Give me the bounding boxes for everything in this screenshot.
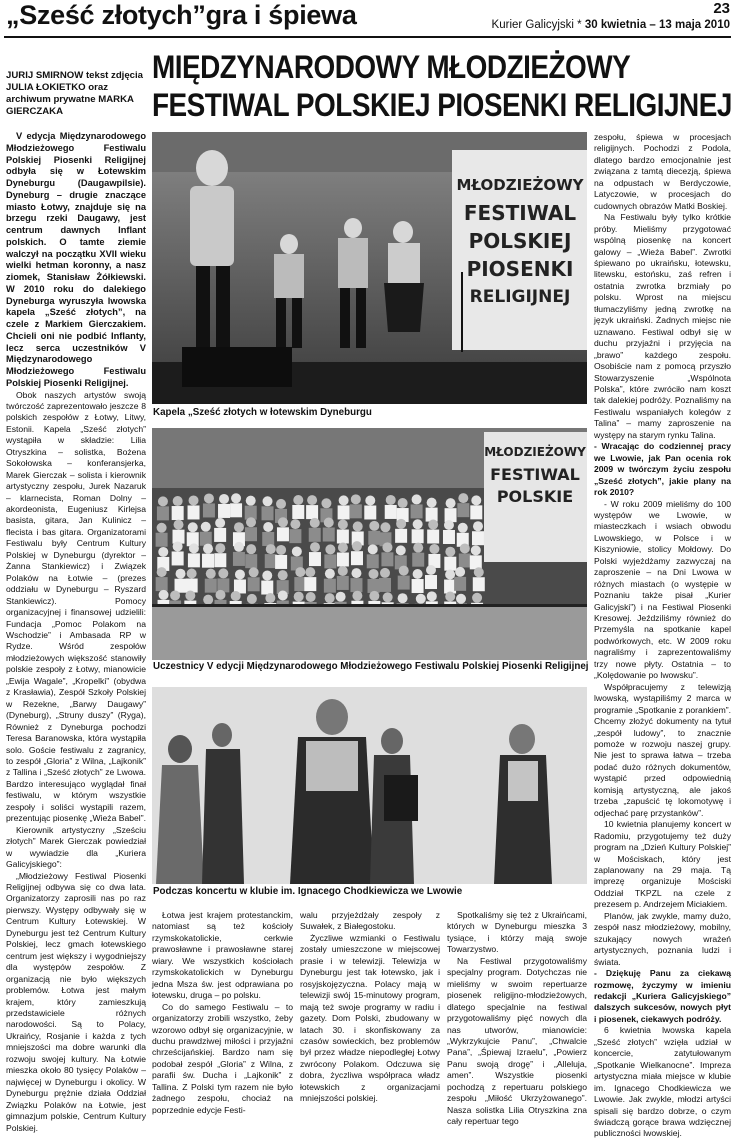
article-paragraph: Współpracujemy z telewizją lwowską, wystąpiliśmy 2 marca w programie „Spotkanie z porankiem”. Chcemy złożyć dokumenty na tytuł „zespół ludowy”, to znacznie pomoże w rozwoju naszej grupy. Nie jest to sprawa łatwa – trzeba podać dużo różnych dokumentów, wystąpić przed odpowiednią komisją artystyczną, ale jakoś trzeba „zapuścić tę lokomotywę i odjechać parę przystanków”. (594, 681, 731, 818)
photo-band-stage-image (152, 132, 587, 404)
banner-line-4: PIOSENKI (466, 257, 574, 281)
article-paragraph: „Młodzieżowy Festiwal Piosenki Religijnej odbywa się co dwa lata. Organizatorzy zaprosili nas po raz pierwszy. Występy odbywały się w Centrum Kultury Łotewskiej. W Dyneburgu jest też Centrum Kultury Polskiej, lecz gmach łotewskiego centrum jest większy i wygodniejszy dla występów zespołów. Z organizacją nie było większych problemów. Łotwa jest małym krajem, który zamieszkują przedstawiciele różnych narodowości. Są to Polacy, Ukraińcy, Rosjanie i każda z tych mniejszości ma dobre warunki dla rozwoju swojej kultury. Na Łotwie mieszka około 80 tysięcy Polaków – najwięcej w Dyneburgu i okolicy. W Dyneburgu prężnie działa Oddział Związku Polaków na Łotwie, jest gimnazjum polskie, Centrum Kultury Polskiej. (6, 870, 146, 1133)
banner2-line-3: POLSKIE (496, 487, 574, 506)
article-paragraph: - Wracając do codziennej pracy we Lwowie, jak Pan ocenia rok 2009 w twórczym życiu zespołu „Sześć złotych”, jakie plany na rok 2010? (594, 441, 731, 498)
issue-line (492, 19, 730, 31)
headline-line-1: MIĘDZYNARODOWY MŁODZIEŻOWY (152, 49, 631, 85)
article-paragraph: Na Festiwalu były tylko krótkie próby. Mieliśmy przygotować wspólną piosenkę na koncert galowy – „Wieża Babel”. Zwrotki śpiewano po ukraińsku, łotewsku, litewsku, estońsku, zaś refren i ostatnia zwrotka brzmiały po polsku. Wprost na miejscu tłumaczyliśmy jedną zwrotkę na język ukraiński. Żadnych miejsc nie uznawano. Festiwal odbył się w duchu przyjaźni i przyjęcia na „brawo” każdego zespołu. Osobiście nam z pomocą przyszło Stowarzyszenie „Wspólnota Polska”, które zwróciło nam koszt tak dalekiej podróży. Poznaliśmy na Festiwalu wspaniałych kolegów z Talina” – mamy zaproszenie na występy na starym rynku Talina. (594, 212, 731, 440)
article-paragraph: - Dziękuję Panu za ciekawą rozmowę, życzymy w imieniu redakcji „Kuriera Galicyjskiego” dalszych sukcesów, nowych płyt i piosenek, ciekawych podróży. (594, 968, 731, 1024)
article-column-left (6, 131, 146, 1133)
article-paragraph: 10 kwietnia planujemy koncert w Radomiu, przygotujemy też duży program na „Dzień Kultury Polskiej” w Mościskach, który jest zaplanowany na 29 maja. Tą imprezę organizuje Mościski Oddział TKPZL na czele z prezesem p. Andrzejem Miciakiem. (594, 819, 731, 910)
banner-line-3: POLSKIEJ (468, 229, 572, 253)
article-paragraph: Spotkaliśmy się też z Ukraińcami, których w Dyneburgu mieszka 3 tysiące, i którzy mają swoje Towarzystwo. (447, 910, 587, 955)
photo2-caption: Uczestnicy V edycji Międzynarodowego Młodzieżowego Festiwalu Polskiej Piosenki Religijnej (153, 661, 589, 672)
article-paragraph: - W roku 2009 mieliśmy do 100 występów we Lwowie, w miasteczkach i wsiach obwodu Lwowskiego, w Polsce i w Kiszyniowie, stolicy Mołdowy. Do Polski wyjeżdżamy zazwyczaj na zaproszenie – na Dni Lwowa w różnych miastach (o występie w Poznaniu także pisał „Kurier Galicyjski”) i na Festiwal Piosenki Kresowej. Jeździliśmy również do Przemyśla na spotkanie kapel podwórkowych, etc. W 2009 roku nagraliśmy i zaprezentowaliśmy trzy nowe płyty. Ostatnia – to „Kolędowanie po lwowsku”. (594, 498, 731, 681)
photo-festival-participants-image (152, 428, 587, 660)
photo1-caption: Kapela „Sześć złotych w łotewskim Dyneburgu (153, 407, 372, 418)
banner-line-5: RELIGIJNEJ (469, 287, 571, 307)
page-number: 23 (713, 0, 730, 17)
banner-line-1: MŁODZIEŻOWY (456, 176, 584, 194)
banner-line-2: FESTIWAL (463, 201, 577, 225)
article-paragraph: walu przyjeżdżały zespoły z Suwałek, z Białegostoku. (300, 910, 440, 932)
article-paragraph: Planów, jak zwykle, mamy dużo, zespół nasz młodzieżowy, mobilny, szukający nowych wrażeń artystycznych, poznania ludzi i świata. (594, 910, 731, 967)
photo-lviv-concert-image (152, 687, 587, 884)
article-paragraph: Łotwa jest krajem protestanckim, natomiast są też kościoły rzymskokatolickie, cerkwie prawosławne i prawosławne starej wiary. We wszystkich kościołach rzymskokatolickich w Dyneburgu jedna Msza św. jest odprawiana po łotewsku, druga – po polsku. (152, 910, 293, 1001)
header-rule (4, 36, 731, 38)
photo-festival-participants (152, 428, 587, 660)
article-paragraph: Co do samego Festiwalu – to organizatorzy zrobili wszystko, żeby wzorowo odbył się organizacyjnie, w duchu prawdziwej miłości i przyjaźni chrześcijańskiej. Bardzo nam się podobał zespół „Gloria” z Wilna, z parafii św. Ducha i „Lajkonik” z Tallina. Z Polski tym razem nie było żadnego zespołu, chociaż na poprzednie edycje Festi- (152, 1001, 293, 1115)
article-paragraph: Życzliwe wzmianki o Festiwalu zostały umieszczone w miejscowej prasie i w telewizji. Telewizja w Dyneburgu jest tak łotewsko, jak i rosyjskojęzyczna. Polacy mają w telewizji swój 15-minutowy program, mają też swoje programy w radiu i gazety. Dom Polski, zbudowany w latach 30. i skonfiskowany za czasów sowieckich, bez problemów był przez władze niepodległej Łotwy zwrócony Polakom. Odczuwa się dobra, życzliwa współpraca władz łotewskich z organizacjami mniejszości polskiej. (300, 932, 440, 1104)
article-paragraph: V edycja Międzynarodowego Młodzieżowego Festiwalu Polskiej Piosenki Religijnej odbyła się w Łotewskim Dyneburgu (Daugawpilsie). Dyneburg – drugie znaczące miasto Łotwy, znajduje się na brzegu rzeki Daugawy, jest centrum dawnych Inflant polskich. O tamte ziemie walczył na początku XVII wieku wielki hetman koronny, a nasz ziomek, Stanisław Żółkiewski. W 2010 roku do dalekiego Dyneburga wyruszyła lwowska kapela „Sześć złotych”, na czele z Markiem Gierczakiem. Chcieli oni nie podbić Inflanty, lecz serca uczestników V Międzynarodowego Młodzieżowego Festiwalu Polskiej Piosenki Religijnej. (6, 131, 146, 388)
headline-line-2: FESTIWAL POLSKIEJ PIOSENKI RELIGIJNEJ (152, 87, 732, 123)
photo-lviv-concert (152, 687, 587, 884)
section-title: „Sześć złotych”gra i śpiewa (6, 0, 357, 30)
article-column-bottom-1 (152, 910, 293, 1115)
byline: JURIJ SMIRNOW tekst zdjęcia JULIA ŁOKIETKO oraz archiwum prywatne MARKA GIERCZAKA (6, 70, 144, 117)
article-headline (152, 48, 732, 124)
banner2-line-1: MŁODZIEŻOWY (484, 445, 586, 459)
article-paragraph: Obok naszych artystów swoją twórczość zaprezentowało jeszcze 8 polskich zespołów z Łotwy, Litwy, Estonii. Kapela „Sześć złotych” wystąpiła w składzie: Lilia Otryszkina – solistka, Bożena Sokołowska – konferansjerka, Marek Gierczak – solista i kierownik artystyczny zespołu, Jurek Nazaruk – klarnecista, Roman Dolny – akordeonista, Eugeniusz Kirlejsa basista, gitara, Jan Kulinicz – flecista i bas gitara. Organizatorami Festiwalu były Centrum Kultury Polskiej w Dyneburgu (dyrektor – Żanna Stankiewicz) i Związek Polaków na Łotwie – (prezes oddziału w Dyneburgu – Ryszard Stankiewicz). Pomocy organizacyjnej i finansowej udzielili: Fundacja „Pomoc Polakom na Wschodzie” i Ambasada RP w Rydze. Wśród zespołów młodzieżowych większość stanowiły polskie zespoły z Łotwy, mianowicie „Ewija Wagale”, „Kropelki” (obydwa z Krasławia), Zespół Szkoły Polskiej w Rezekne, „Barwy Daugawy” (Dyneburg), „Struny duszy” (Ryga), Również z Dyneburga pochodzi Teresa Baranowska, która wystąpiła solo. Goście festiwalu z zagranicy, to zespół „Gloria” z Wilna, „Lajkonik” z Tallina i „Sześć złotych” ze Lwowa. Bardzo interesująco wyglądał finał festiwalu, w którym wszystkie zespoły i soliści wystąpili razem, prezentując piosenkę „Wieża Babel”. (6, 389, 146, 824)
article-column-bottom-3 (447, 910, 587, 1127)
paper-name: Kurier Galicyjski * (491, 19, 585, 31)
banner2-line-2: FESTIWAL (490, 465, 580, 484)
issue-dates: 30 kwietnia – 13 maja 2010 (584, 19, 730, 31)
article-column-right (594, 132, 731, 1139)
photo-band-stage (152, 132, 587, 404)
article-paragraph: 6 kwietnia lwowska kapela „Sześć złotych” wzięła udział w koncercie, zatytułowanym „Spotkanie Wielkanocne”. Impreza artystyczna miała miejsce w klubie im. Ignacego Chodkiewicza we Lwowie. Jak zwykle, młodzi artyści spisali się bardzo dobrze, o czym świadczą gorące brawa wdzięcznej publiczności lwowskiej. (594, 1025, 731, 1139)
article-paragraph: zespołu, śpiewa w procesjach religijnych. Pochodzi z Podola, dlatego bardzo emocjonalnie jest związana z tamtą diecezją, śpiewa na odpustach w Berdyczowie, Latyczowie, w procesjach do cudownych obrazów Matki Boskiej. (594, 132, 731, 211)
article-column-bottom-2 (300, 910, 440, 1103)
article-paragraph: Na Festiwal przygotowaliśmy specjalny program. Dotychczas nie mieliśmy w swoim repertuarze piosenek religijno-młodzieżowych, dlatego specjalnie na festiwal przygotowaliśmy pięć nowych dla nas utworów, mianowicie: „Wykrzykujcie Panu”, „Chwalcie Pana”, „Śpiewaj Izraelu”, „Powierz Panu swoją drogę” i „Alleluja, amen”. Wszystkie piosenki pochodzą z repertuaru polskiego zespołu „Miłość Ukrzyżowanego”. Nasza solistka Lilia Otryszkina zna cały repertuar tego (447, 955, 587, 1127)
article-paragraph: Kierownik artystyczny „Sześciu złotych” Marek Gierczak powiedział w wywiadzie dla „Kuriera Galicyjskiego”: (6, 824, 146, 870)
photo3-caption: Podczas koncertu w klubie im. Ignacego Chodkiewicza we Lwowie (153, 886, 463, 897)
